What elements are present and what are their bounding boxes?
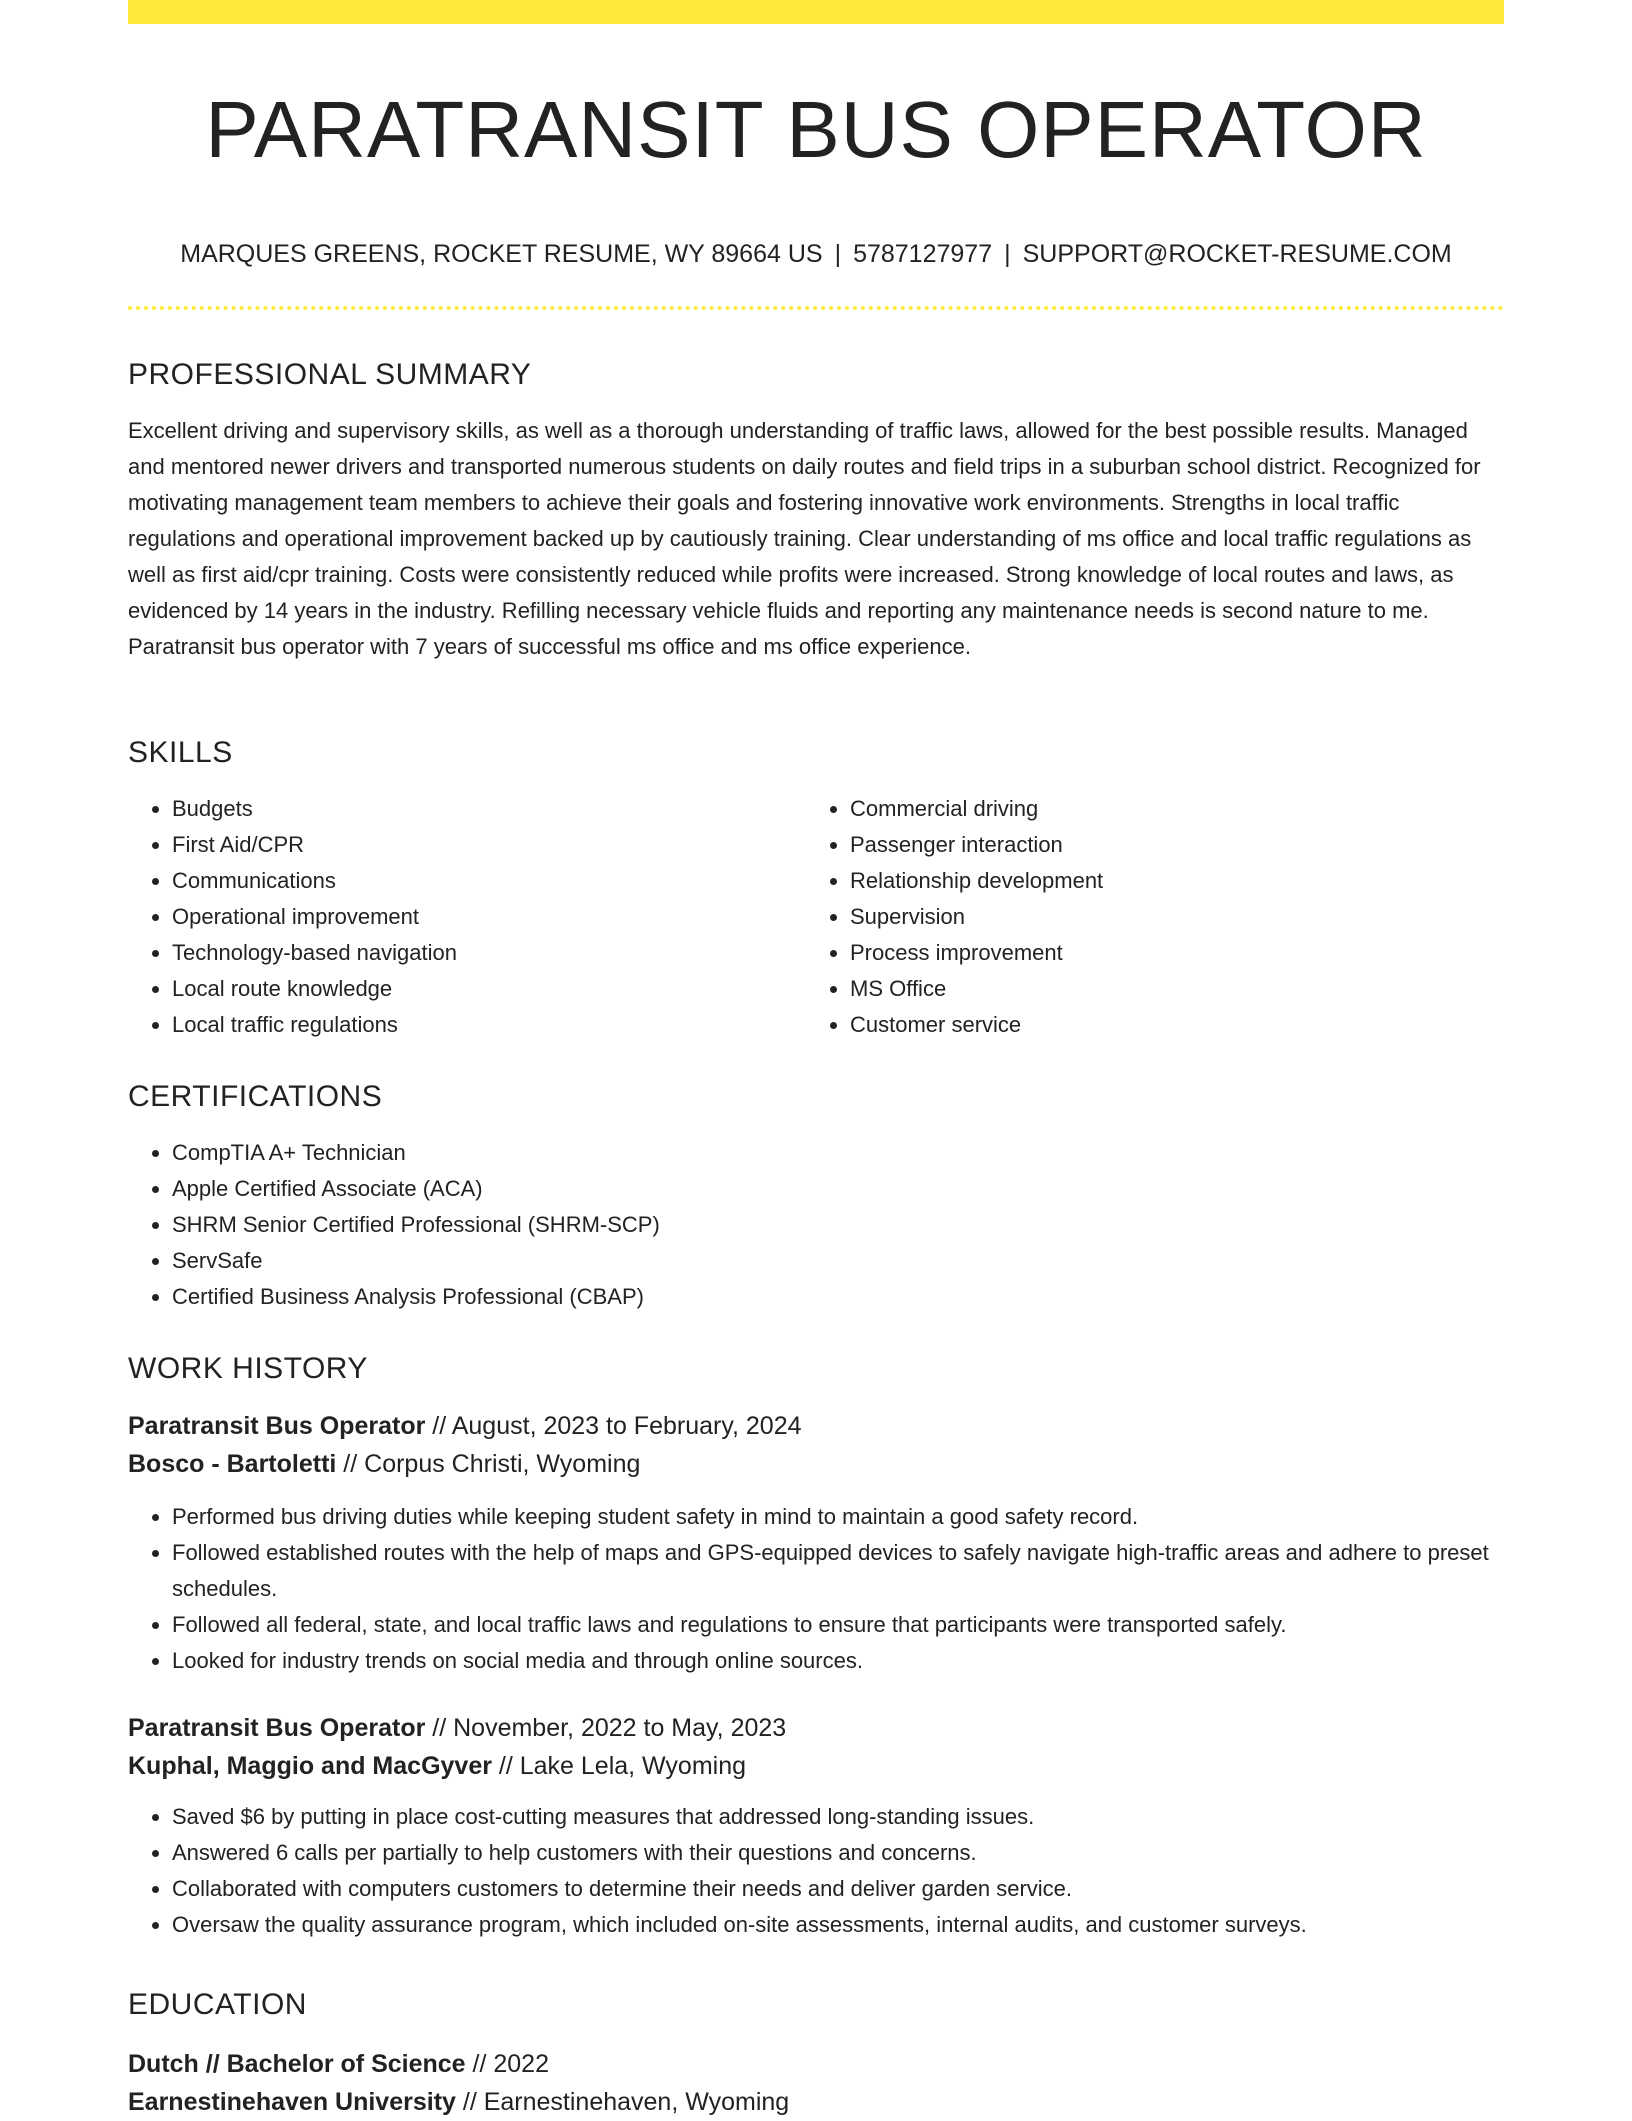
job-location: // Corpus Christi, Wyoming [336, 1450, 641, 1478]
job-title: Paratransit Bus Operator [128, 1412, 426, 1440]
work-history-section [128, 1349, 1504, 1943]
job-dates: // November, 2022 to May, 2023 [425, 1714, 787, 1742]
certification-item: • SHRM Senior Certified Professional (SHRM-SCP) [172, 1207, 1504, 1243]
job-title: Paratransit Bus Operator [128, 1714, 426, 1742]
skill-item: • Commercial driving [850, 791, 1484, 827]
skill-item: • Local route knowledge [172, 971, 806, 1007]
job-company-line [128, 1747, 1504, 1785]
education-location: // Earnestinehaven, Wyoming [455, 2088, 790, 2116]
certification-item: • ServSafe [172, 1243, 1504, 1279]
header-divider [128, 306, 1504, 310]
contact-separator: | [834, 240, 842, 268]
education-school: Earnestinehaven University [128, 2088, 456, 2116]
contact-phone: 5787127977 [853, 240, 993, 268]
job-entry [128, 1709, 1504, 1943]
certification-item: • Apple Certified Associate (ACA) [172, 1171, 1504, 1207]
skills-section [128, 733, 1504, 1043]
skill-item: • Budgets [172, 791, 806, 827]
skill-item: • Supervision [850, 899, 1484, 935]
skill-item: • First Aid/CPR [172, 827, 806, 863]
certifications-heading: CERTIFICATIONS [128, 1080, 383, 1113]
job-bullet: • Looked for industry trends on social media and through online sources. [172, 1643, 1504, 1679]
education-degree: Dutch // Bachelor of Science [128, 2050, 466, 2078]
job-location: // Lake Lela, Wyoming [491, 1752, 747, 1780]
skill-item: • Communications [172, 863, 806, 899]
job-bullet: • Performed bus driving duties while keeping student safety in mind to maintain a good safety record. [172, 1499, 1504, 1535]
job-company-line [128, 1445, 1504, 1483]
job-bullet: • Oversaw the quality assurance program, which included on-site assessments, internal audits, and customer surveys. [172, 1907, 1504, 1943]
education-heading: EDUCATION [128, 1988, 307, 2021]
summary-text: Excellent driving and supervisory skills, as well as a thorough understanding of traffic laws, allowed for the best possible results. Managed and mentored newer drivers and transported numerous students on daily routes and field trips in a suburban school district. Recognized for motivating management team members to achieve their goals and fostering innovative work environments. Strengths in local traffic regulations and operational improvement backed up by cautiously training. Clear understanding of ms office and local traffic regulations as well as first aid/cpr training. Costs were consistently reduced while profits were increased. Strong knowledge of local routes and laws, as evidenced by 14 years in the industry. Refilling necessary vehicle fluids and reporting any maintenance needs is second nature to me. Paratransit bus operator with 7 years of successful ms office and ms office experience. [128, 418, 1481, 659]
education-degree-line [128, 2045, 1504, 2083]
job-bullet: • Saved $6 by putting in place cost-cutting measures that addressed long-standing issues. [172, 1799, 1504, 1835]
job-company: Kuphal, Maggio and MacGyver [128, 1752, 492, 1780]
skill-item: • Customer service [850, 1007, 1484, 1043]
skill-item: • Process improvement [850, 935, 1484, 971]
certification-item: • CompTIA A+ Technician [172, 1135, 1504, 1171]
job-bullet: • Followed established routes with the help of maps and GPS-equipped devices to safely navigate high-traffic areas and adhere to preset schedules. [172, 1535, 1504, 1607]
resume-title: PARATRANSIT BUS OPERATOR [205, 85, 1427, 174]
certification-item: • Certified Business Analysis Professional (CBAP) [172, 1279, 1504, 1315]
skill-item: • Local traffic regulations [172, 1007, 806, 1043]
work-history-heading: WORK HISTORY [128, 1352, 368, 1385]
job-bullet: • Collaborated with computers customers to determine their needs and deliver garden service. [172, 1871, 1504, 1907]
contact-address: MARQUES GREENS, ROCKET RESUME, WY 89664 US [180, 240, 823, 268]
summary-section [128, 355, 1504, 665]
skills-columns [128, 791, 1504, 1043]
contact-separator: | [1004, 240, 1011, 268]
job-dates: // August, 2023 to February, 2024 [425, 1412, 802, 1440]
job-entry [128, 1407, 1504, 1679]
skills-right-column [806, 791, 1484, 1043]
certifications-section [128, 1077, 1504, 1315]
job-company: Bosco - Bartoletti [128, 1450, 337, 1478]
job-bullet: • Followed all federal, state, and local traffic laws and regulations to ensure that participants were transported safely. [172, 1607, 1504, 1643]
top-accent-bar [128, 0, 1504, 24]
job-bullet: • Answered 6 calls per partially to help customers with their questions and concerns. [172, 1835, 1504, 1871]
education-section [128, 1985, 1504, 2121]
contact-line [128, 236, 1504, 272]
skill-item: • Operational improvement [172, 899, 806, 935]
skills-left-column [128, 791, 806, 1043]
job-title-line [128, 1709, 1504, 1747]
skill-item: • MS Office [850, 971, 1484, 1007]
skill-item: • Technology-based navigation [172, 935, 806, 971]
education-school-line [128, 2083, 1504, 2121]
education-entry [128, 2045, 1504, 2121]
skill-item: • Passenger interaction [850, 827, 1484, 863]
contact-email: SUPPORT@ROCKET-RESUME.COM [1022, 240, 1452, 268]
summary-heading: PROFESSIONAL SUMMARY [128, 358, 532, 391]
job-title-line [128, 1407, 1504, 1445]
education-year: // 2022 [465, 2050, 549, 2078]
skills-heading: SKILLS [128, 736, 233, 769]
skill-item: • Relationship development [850, 863, 1484, 899]
